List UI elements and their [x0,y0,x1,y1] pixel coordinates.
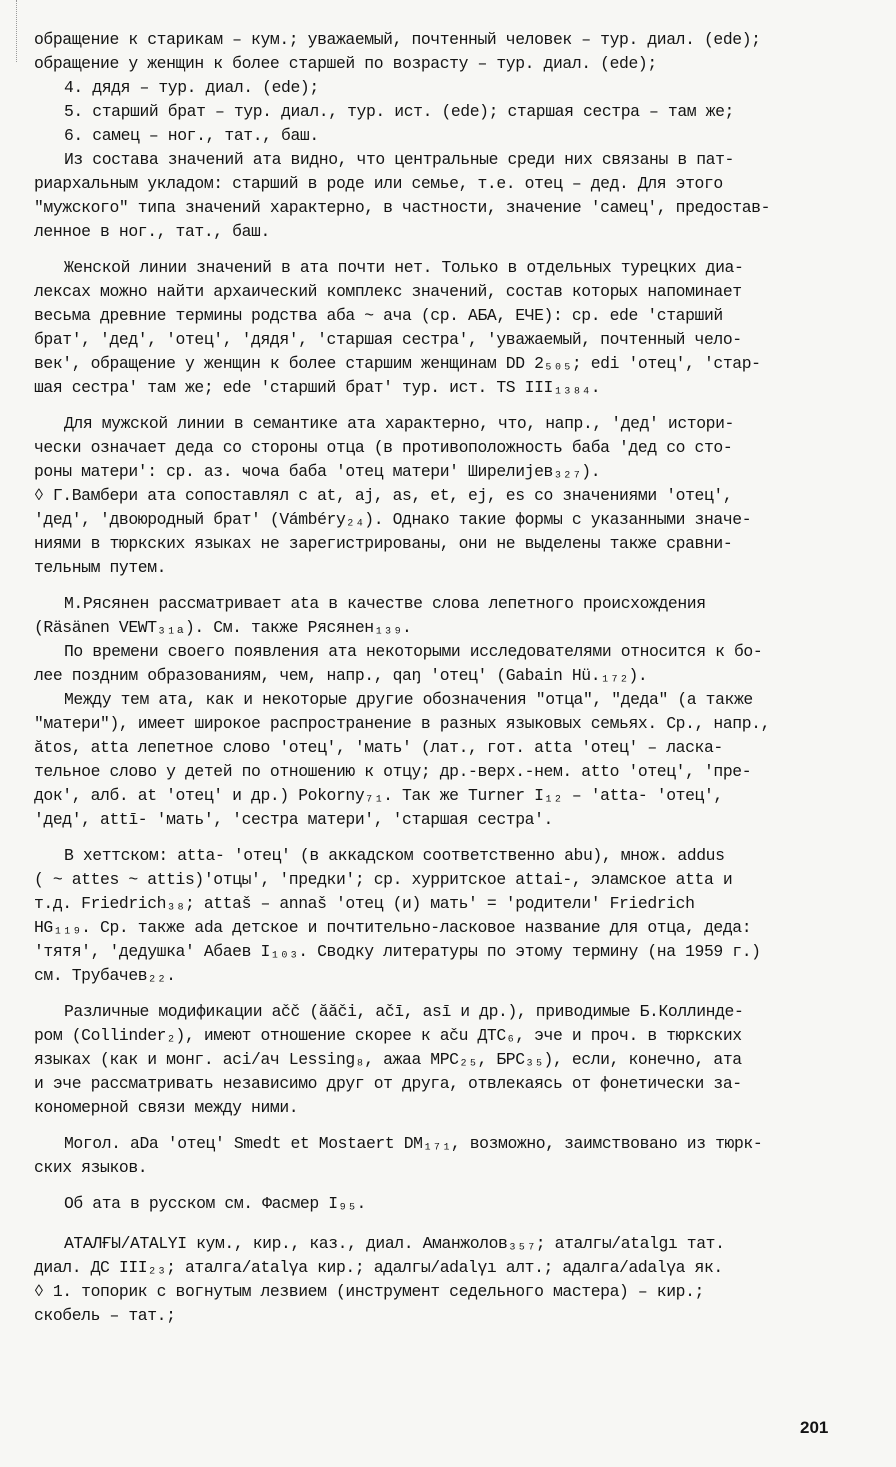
text-line: тельное слово у детей по отношению к отцу; др.-верх.-нем. atto 'отец', 'пре- [34,762,752,781]
text-line: ◊ 1. топорик с вогнутым лезвием (инструмент седельного мастера) – кир.; [34,1282,704,1301]
scan-edge-mark [16,0,19,62]
text-line: В хеттском: atta- 'отец' (в аккадском соответственно abu), множ. addus [64,846,725,865]
text-line: Для мужской линии в семантике ата характерно, что, напр., 'дед' истори- [64,414,734,433]
paragraph [34,124,860,148]
text-line: ром (Collinder₂), имеют отношение скорее к aču ДТС₆, эче и проч. в тюркских [34,1026,742,1045]
text-line: ских языков. [34,1158,148,1177]
paragraph [34,1192,860,1216]
paragraph [34,1132,860,1180]
text-line: Женской линии значений в ата почти нет. Только в отдельных турецких диа- [64,258,744,277]
text-line: обращение к старикам – кум.; уважаемый, почтенный человек – тур. диал. (ede); [34,30,761,49]
text-line: док', алб. at 'отец' и др.) Pokorny₇₁. Так же Turner I₁₂ – 'atta- 'отец', [34,786,723,805]
paragraph [34,1000,860,1120]
text-line: 6. самец – ног., тат., баш. [64,126,319,145]
paragraph [34,688,860,832]
text-line: век', обращение у женщин к более старшим женщинам DD 2₅₀₅; edi 'отец', 'стар- [34,354,761,373]
text-line: риархальным укладом: старший в роде или семье, т.е. отец – дед. Для этого [34,174,723,193]
paragraph [34,640,860,688]
text-line: Могол. aDa 'отец' Smedt et Mostaert DM₁₇₁, возможно, заимствовано из тюрк- [64,1134,763,1153]
text-line: и эче рассматривать независимо друг от друга, отвлекаясь от фонетически за- [34,1074,742,1093]
text-line: 'тятя', 'дедушка' Абаев I₁₀₃. Сводку литературы по этому термину (на 1959 г.) [34,942,761,961]
text-line: скобель – тат.; [34,1306,176,1325]
text-line: т.д. Friedrich₃₈; attaš – annaš 'отец (и) мать' = 'родители' Friedrich [34,894,695,913]
paragraph [34,100,860,124]
text-line: ленное в ног., тат., баш. [34,222,270,241]
text-line: обращение у женщин к более старшей по возрасту – тур. диал. (ede); [34,54,657,73]
paragraph [34,28,860,76]
paragraph [34,592,860,640]
text-line: диал. ДС III₂₃; аталга/atalγa кир.; адалгы/adalγı алт.; адалга/adalγa як. [34,1258,723,1277]
text-line: Различные модификации ačč (ăăči, ačī, asī и др.), приводимые Б.Коллинде- [64,1002,744,1021]
text-line: АТАЛҒЫ/ATALYI кум., кир., каз., диал. Аманжолов₃₅₇; аталгы/atalgı тат. [64,1234,725,1253]
text-line: Между тем ата, как и некоторые другие обозначения "отца", "деда" (а также [64,690,753,709]
paragraph [34,1232,860,1280]
page-number: 201 [800,1418,829,1437]
dictionary-entry-text [34,28,860,1328]
text-line: 5. старший брат – тур. диал., тур. ист. (ede); старшая сестра – там же; [64,102,734,121]
paragraph [34,412,860,484]
text-line: кономерной связи между ними. [34,1098,299,1117]
text-line: лее поздним образованиям, чем, напр., qaŋ 'отец' (Gabain Hü.₁₇₂). [34,666,648,685]
paragraph [34,256,860,400]
text-line: По времени своего появления ата некоторыми исследователями относится к бо- [64,642,763,661]
text-line: ниями в тюркских языках не зарегистрированы, они не выделены также сравни- [34,534,733,553]
paragraph [34,1280,860,1328]
text-line: см. Трубачев₂₂. [34,966,176,985]
text-line: лексах можно найти архаический комплекс значений, состав которых напоминает [34,282,742,301]
paragraph [34,844,860,988]
text-line: Об ата в русском см. Фасмер I₉₅. [64,1194,366,1213]
text-line: ătos, atta лепетное слово 'отец', 'мать' (лат., гот. atta 'отец' – ласка- [34,738,723,757]
paragraph [34,148,860,244]
text-line: (Räsänen VEWT₃₁ₐ). См. также Рясянен₁₃₉. [34,618,412,637]
text-line: 'дед', 'двоюродный брат' (Vámbéry₂₄). Однако такие формы с указанными значе- [34,510,752,529]
text-line: шая сестра' там же; ede 'старший брат' тур. ист. TS III₁₃₈₄. [34,378,601,397]
text-line: Из состава значений ата видно, что центральные среди них связаны в пат- [64,150,734,169]
text-line: тельным путем. [34,558,167,577]
text-line: 4. дядя – тур. диал. (ede); [64,78,319,97]
text-line: ◊ Г.Вамбери ата сопоставлял с at, aj, as, et, ej, es со значениями 'отец', [34,486,733,505]
text-line: 'дед', attī- 'мать', 'сестра матери', 'старшая сестра'. [34,810,553,829]
text-line: М.Рясянен рассматривает ata в качестве слова лепетного происхождения [64,594,706,613]
text-line: ( ~ attes ~ attis)'отцы', 'предки'; ср. хурритское attai-, эламское atta и [34,870,733,889]
text-line: "мужского" типа значений характерно, в частности, значение 'самец', предостав- [34,198,771,217]
text-line: роны матери': ср. аз. ҹоҹа баба 'отец матери' Ширелиjев₃₂₇). [34,462,601,481]
text-line: брат', 'дед', 'отец', 'дядя', 'старшая сестра', 'уважаемый, почтенный чело- [34,330,742,349]
text-line: весьма древние термины родства аба ~ ача (ср. АБА, ЕЧЕ): ср. ede 'старший [34,306,723,325]
text-line: чески означает деда со стороны отца (в противоположность баба 'дед со сто- [34,438,733,457]
paragraph [34,76,860,100]
text-line: языках (как и монг. aci/ач Lessing₈, ажаа МРС₂₅, БРС₃₅), если, конечно, ата [34,1050,742,1069]
text-line: HG₁₁₉. Ср. также ada детское и почтительно-ласковое название для отца, деда: [34,918,752,937]
text-line: "матери"), имеет широкое распространение в разных языковых семьях. Ср., напр., [34,714,771,733]
paragraph [34,484,860,580]
